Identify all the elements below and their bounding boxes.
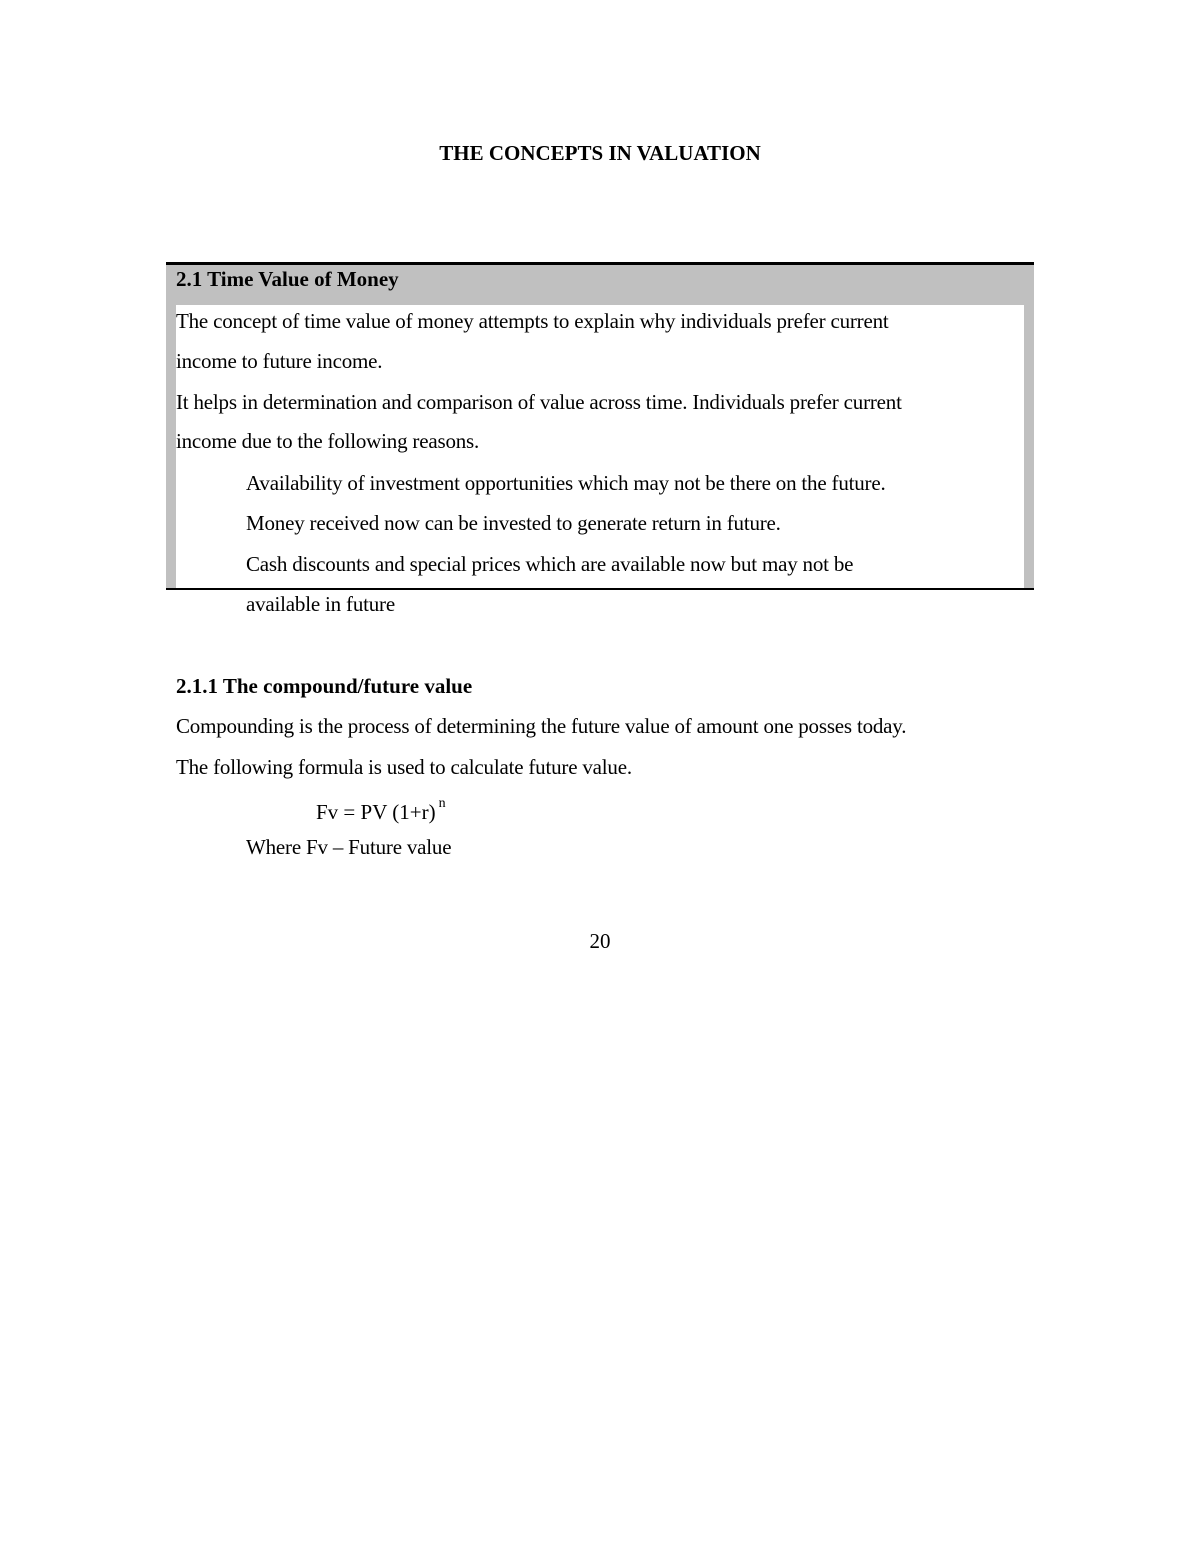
box-heading: 2.1 Time Value of Money <box>176 267 399 291</box>
formula-where-line: Where Fv – Future value <box>246 835 452 859</box>
reason-item: Cash discounts and special prices which are available now but may not be <box>246 552 854 576</box>
formula-main: Fv = PV (1+r) <box>316 800 436 824</box>
box-paragraph-line: It helps in determination and comparison of value across time. Individuals prefer current <box>176 390 902 414</box>
section-heading: 2.1.1 The compound/future value <box>176 674 473 698</box>
page-number: 20 <box>589 929 611 953</box>
box-paragraph-line: income to future income. <box>176 349 383 373</box>
section-paragraph-line: Compounding is the process of determining the future value of amount one posses today. <box>176 714 907 738</box>
reason-item-continued: available in future <box>246 592 395 616</box>
box-paragraph-line: income due to the following reasons. <box>176 429 480 453</box>
reason-item: Money received now can be invested to generate return in future. <box>246 511 781 535</box>
section-paragraph-line: The following formula is used to calculate future value. <box>176 755 632 779</box>
future-value-formula <box>316 796 446 825</box>
formula-exponent: n <box>438 796 446 811</box>
reason-item: Availability of investment opportunities which may not be there on the future. <box>246 471 886 495</box>
box-bottom-rule <box>166 588 1034 590</box>
box-top-rule <box>166 262 1034 265</box>
box-paragraph-line: The concept of time value of money attempts to explain why individuals prefer current <box>176 309 889 333</box>
page-title: THE CONCEPTS IN VALUATION <box>439 141 761 165</box>
